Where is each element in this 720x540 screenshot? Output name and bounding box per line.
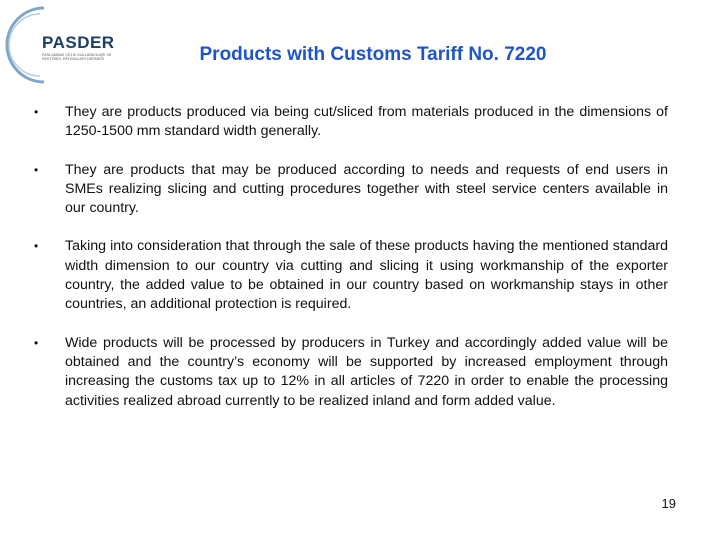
bullet-list [34, 103, 668, 430]
bullet-item [34, 103, 668, 142]
bullet-marker: • [34, 105, 39, 119]
bullet-marker: • [34, 335, 39, 350]
bullet-text: Taking into consideration that through the sale of these products having the mentioned standard width dimension to our country via cutting and slicing it using workmanship of the exporter country, the added value to be obtained in our country based on workmanship stays in other countries, an additional protection is required. [65, 238, 668, 313]
bullet-text: Wide products will be processed by producers in Turkey and accordingly added value will be obtained and the country’s economy will be supported by increased employment through increasing the customs tax up to 12% in all articles of 7220 in order to enable the processing activities realized abroad currently to be realized inland and form added value. [65, 334, 668, 409]
bullet-marker: • [34, 239, 39, 254]
bullet-text: They are products that may be produced according to needs and requests of end users in SMEs realizing slicing and cutting procedures together with steel service centers available in our country. [65, 161, 668, 217]
bullet-text: They are products produced via being cut/sliced from materials produced in the dimensions of 1250-1500 mm standard width generally. [65, 104, 668, 140]
page-number: 19 [661, 496, 676, 511]
bullet-marker: • [34, 162, 39, 177]
logo-subtitle: PASLANMAZ ÇELİK KULLANICILARI VE SEKTÖREL PAYDAŞLARI DERNEĞİ [42, 53, 112, 62]
bullet-item [34, 161, 668, 219]
slide-title: Products with Customs Tariff No. 7220 [199, 44, 547, 65]
logo-wordmark: PASDER [42, 33, 115, 52]
bullet-item [34, 334, 668, 411]
bullet-item [34, 237, 668, 314]
